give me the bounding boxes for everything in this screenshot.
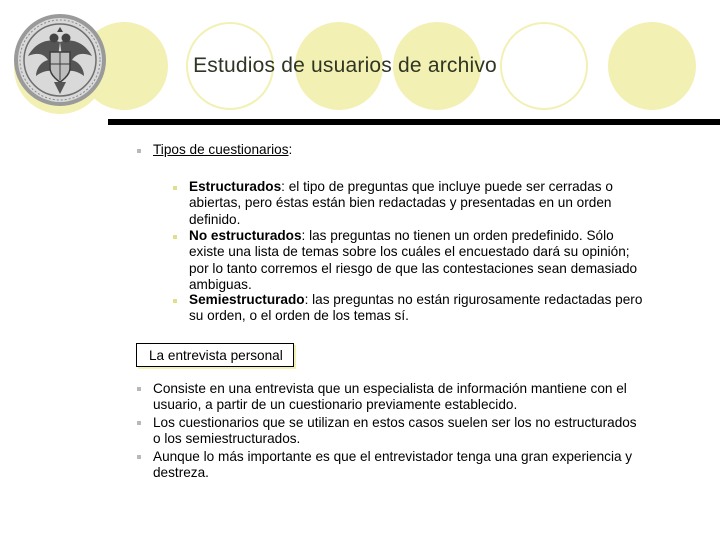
list-item-text: Consiste en una entrevista que un especialista de información mantiene con el [153, 381, 627, 396]
list-item-text: o los semiestructurados. [153, 431, 301, 447]
list-item-text: usuario, a partir de un cuestionario previamente establecido. [153, 397, 518, 413]
heading-colon: : [288, 142, 293, 157]
list-item-text: destreza. [153, 465, 209, 481]
list-item-text: : el tipo de preguntas que incluye puede ser cerradas o [281, 179, 613, 194]
list-item-text: : las preguntas no están rigurosamente redactadas pero [304, 292, 643, 307]
list-item-text: su orden, o el orden de los temas sí. [189, 308, 409, 324]
list-item [153, 381, 627, 414]
list-item-text: Aunque lo más importante es que el entrevistador tenga una gran experiencia y [153, 449, 633, 464]
section-heading-entrevista: La entrevista personal [136, 343, 294, 367]
bullet-square [137, 387, 141, 391]
bullet-square [173, 299, 177, 303]
list-item [189, 292, 642, 325]
heading-text: Tipos de cuestionarios [153, 142, 289, 157]
list-item [189, 228, 637, 293]
section-heading-cuestionarios [153, 142, 292, 158]
list-item-term: Estructurados [189, 179, 282, 194]
bullet-square [137, 421, 141, 425]
list-item-text: existe una lista de temas sobre los cuáles el encuestado dará su opinión; [189, 244, 630, 260]
university-seal-eagle-icon [12, 12, 108, 108]
list-item [153, 415, 637, 448]
bullet-square [137, 455, 141, 459]
title-divider [108, 119, 720, 125]
list-item [189, 179, 613, 228]
list-item [153, 449, 632, 482]
list-item-term: No estructurados [189, 228, 302, 243]
list-item-text: : las preguntas no tienen un orden predefinido. Sólo [301, 228, 614, 243]
bullet-square [173, 186, 177, 190]
list-item-text: por lo tanto corremos el riesgo de que las contestaciones sean demasiado [189, 260, 638, 276]
list-item-term: Semiestructurado [189, 292, 305, 307]
list-item-text: Los cuestionarios que se utilizan en estos casos suelen ser los no estructurados [153, 415, 637, 430]
bullet-square [137, 149, 141, 153]
decor-circle [608, 22, 696, 110]
list-item-text: definido. [189, 211, 241, 227]
page-title: Estudios de usuarios de archivo [193, 54, 497, 77]
bullet-square [173, 235, 177, 239]
list-item-text: abiertas, pero éstas están bien redactadas y presentadas en un orden [189, 195, 612, 211]
list-item-text: ambiguas. [189, 276, 252, 292]
